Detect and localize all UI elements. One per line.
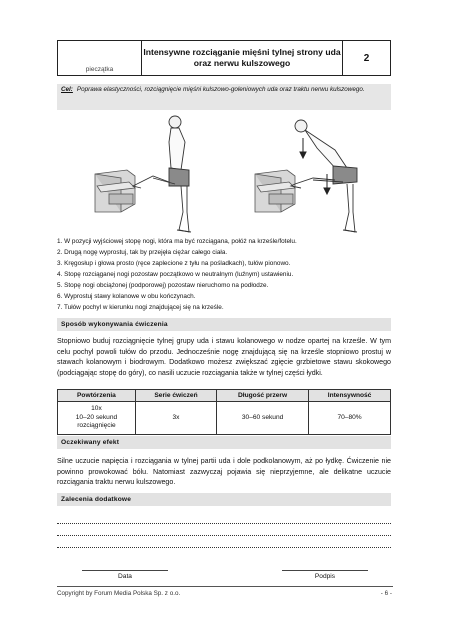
- signature-line[interactable]: [282, 570, 368, 571]
- goal-box: [57, 84, 391, 110]
- exercise-illustrations: [57, 112, 392, 236]
- section-method-text: Stopniowo buduj rozciągnięcie tylnej grupy uda i stawu kolanowego w nodze opartej na krześle. W tym celu pochyl powoli tułów do przodu. Jednocześnie nogę znajdującą się na krześle stopniowo prostuj w stawach kolanowym i biodrowym. Dodatkowo możesz zwiększać zgięcie grzbietowe stawu skokowego (podciągając stopę do góry), co nasili uczucie rozciągania także w tylnej części łydki.: [57, 337, 391, 377]
- step-item: 1. W pozycji wyjściowej stopę nogi, która ma być rozciągana, połóż na krześle/fotelu.: [57, 238, 297, 245]
- table-cell-reps: 10x 10–20 sekund rozciągnięcie: [58, 402, 136, 435]
- parameters-table: [57, 389, 391, 435]
- step-item: 3. Kręgosłup i głowa prosto (ręce zaplecione z tyłu na pośladkach), tułów pionowo.: [57, 260, 291, 267]
- step-item: 2. Drugą nogę wyprostuj, tak by przejęła ciężar całego ciała.: [57, 249, 228, 256]
- notes-line[interactable]: [57, 547, 391, 549]
- table-row: [58, 402, 391, 435]
- goal-text: Poprawa elastyczności, rozciągnięcie mięśni kulszowo-goleniowych uda oraz traktu nerwu kulszowego.: [76, 86, 365, 93]
- steps-list: [57, 236, 392, 313]
- step-item: 6. Wyprostuj stawy kolanowe w obu kończynach.: [57, 293, 196, 300]
- step-item: 7. Tułów pochyl w kierunku nogi znajdującej się na krześle.: [57, 304, 224, 311]
- table-header-reps: Powtórzenia: [58, 390, 136, 402]
- armchair-right-illustration: [255, 170, 295, 212]
- exercise-title: Intensywne rozciąganie mięśni tylnej strony uda oraz nerwu kulszowego: [142, 41, 343, 75]
- stamp-label: pieczątka: [85, 66, 114, 73]
- section-method-title: Sposób wykonywania ćwiczenia: [57, 318, 391, 331]
- exercise-number: 2: [363, 52, 370, 64]
- table-header-intensity: Intensywność: [309, 390, 391, 402]
- step-item: 5. Stopę nogi obciążonej (podporowej) pozostaw nieruchomo na podłodze.: [57, 282, 269, 289]
- section-effect-text: Silne uczucie napięcia i rozciągania w tylnej partii uda i dole podkolanowym, aż po łydkę. Ćwiczenie nie powinno prowokować bólu. Natomiast zazwyczaj pojawia się nieprzyjemne, ale delikatne uczucie rozciągania traktu nerwu kulszowego.: [57, 457, 391, 486]
- notes-line[interactable]: [57, 523, 391, 525]
- table-header-breaks: Długość przerw: [217, 390, 309, 402]
- footer-divider: [57, 586, 393, 587]
- table-cell-series: 3x: [135, 402, 216, 435]
- table-cell-intensity: 70–80%: [309, 402, 391, 435]
- goal-label: Cel:: [61, 86, 73, 93]
- stamp-field: [58, 41, 142, 75]
- signature-label: Podpis: [314, 573, 336, 580]
- date-label: Data: [118, 573, 132, 580]
- direction-arrow-icon: [324, 174, 330, 194]
- notes-line[interactable]: [57, 535, 391, 537]
- step-item: 4. Stopę rozciąganej nogi pozostaw początkowo w neutralnym (luźnym) ustawieniu.: [57, 271, 294, 278]
- section-effect-title: Oczekiwany efekt: [57, 436, 391, 449]
- armchair-left-illustration: [95, 170, 135, 212]
- table-cell-breaks: 30–60 sekund: [217, 402, 309, 435]
- page-number: - 6 -: [380, 590, 392, 597]
- footer-copyright: Copyright by Forum Media Polska Sp. z o.o.: [57, 590, 181, 597]
- table-header-series: Serie ćwiczeń: [135, 390, 216, 402]
- person-left-illustration: [133, 116, 191, 232]
- section-recommendations-title: Zalecenia dodatkowe: [57, 493, 391, 506]
- date-line[interactable]: [82, 570, 168, 571]
- header-box: [57, 40, 391, 76]
- person-right-illustration: [291, 120, 357, 232]
- direction-arrow-icon: [300, 138, 306, 158]
